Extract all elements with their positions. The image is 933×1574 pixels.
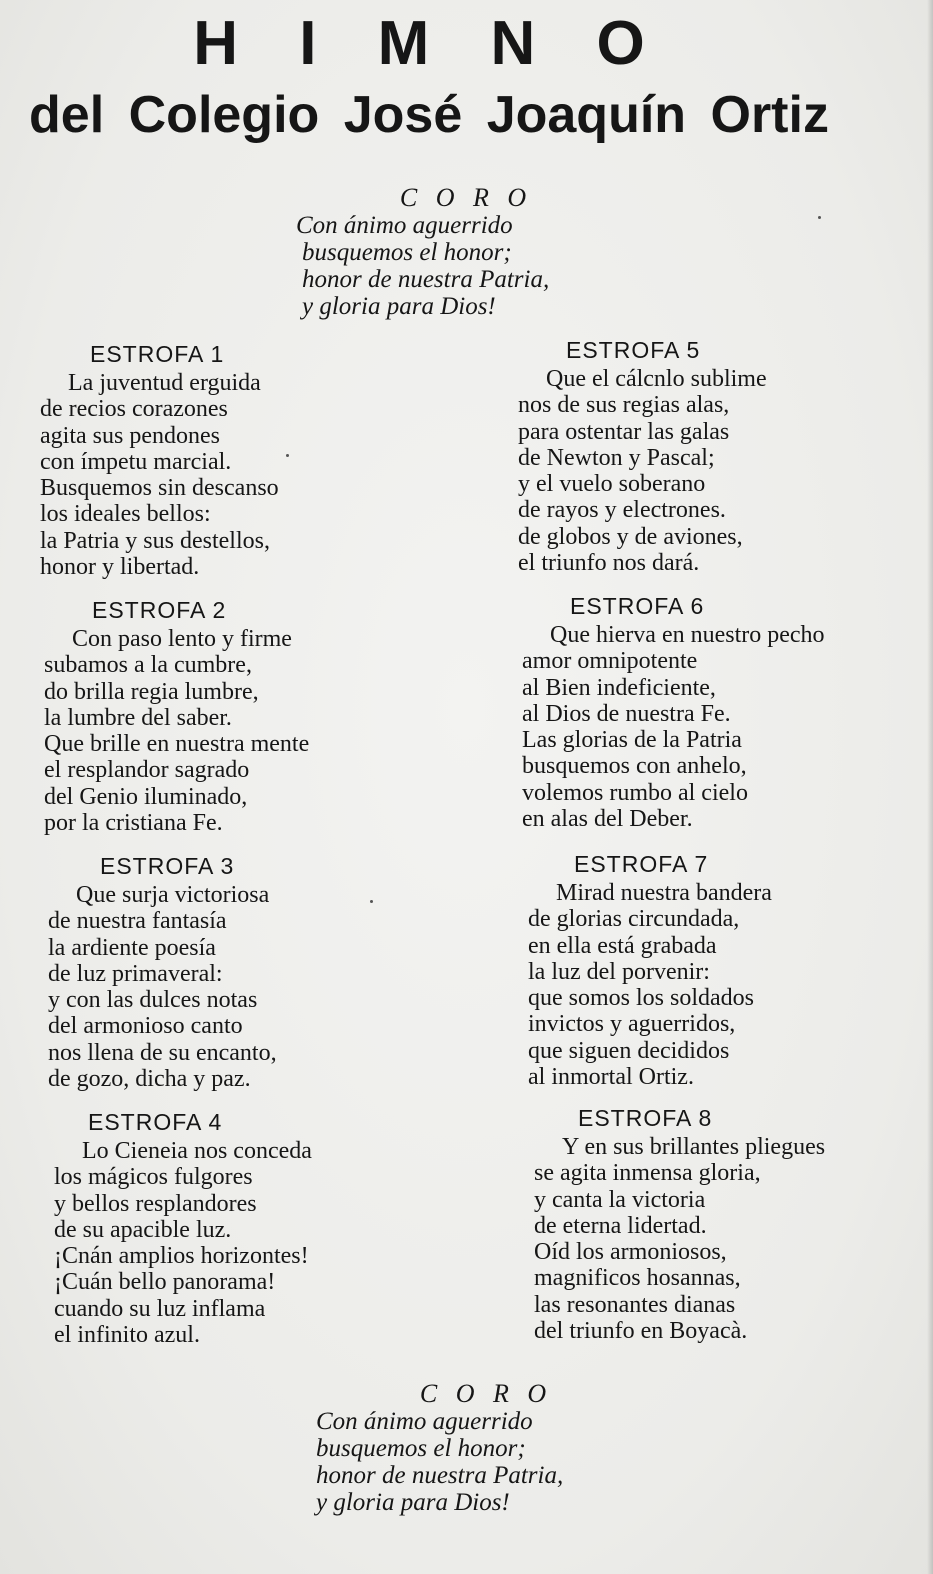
ink-speck (818, 216, 821, 219)
stanza-line: las resonantes dianas (534, 1291, 736, 1318)
stanza-line: Lo Cieneia nos conceda (82, 1138, 312, 1164)
stanza-line: Con paso lento y firme (72, 626, 292, 652)
stanza-heading: ESTROFA 6 (570, 593, 705, 619)
stanza-heading: ESTROFA 1 (90, 341, 225, 367)
page-edge-shadow (927, 0, 933, 1574)
stanza-line: Que brille en nuestra mente (44, 731, 310, 758)
stanza-line: Que hierva en nuestro pecho (550, 622, 825, 648)
coro-line: busquemos el honor; (316, 1435, 526, 1462)
stanza-line: busquemos con anhelo, (522, 753, 747, 780)
stanza-2 (44, 596, 464, 836)
stanza-heading: ESTROFA 7 (574, 851, 709, 877)
stanza-6 (522, 592, 930, 832)
stanza-line: de su apacible luz. (54, 1216, 232, 1243)
coro-bottom (316, 1380, 656, 1516)
stanza-line: de glorias circundada, (528, 906, 740, 933)
stanza-line: ¡Cuán bello panorama! (54, 1269, 276, 1296)
stanza-line: la ardiente poesía (48, 934, 216, 961)
stanza-line: la Patria y sus destellos, (40, 527, 270, 554)
stanza-line: nos llena de su encanto, (48, 1039, 277, 1066)
stanza-line: do brilla regia lumbre, (44, 678, 259, 705)
stanza-line: del triunfo en Boyacà. (534, 1318, 748, 1345)
stanza-3 (48, 852, 468, 1092)
stanza-heading: ESTROFA 2 (92, 597, 227, 623)
stanza-line: de nuestra fantasía (48, 908, 227, 935)
stanza-line: y canta la victoria (534, 1186, 706, 1213)
stanza-8 (534, 1104, 930, 1344)
stanza-4 (54, 1108, 474, 1348)
stanza-line: de eterna lidertad. (534, 1212, 707, 1239)
stanza-line: y el vuelo soberano (518, 471, 706, 498)
stanza-heading: ESTROFA 3 (100, 853, 235, 879)
stanza-line: Las glorias de la Patria (522, 727, 742, 754)
stanza-line: del Genio iluminado, (44, 783, 248, 810)
stanza-line: la luz del porvenir: (528, 958, 710, 985)
stanza-line: del armonioso canto (48, 1013, 243, 1040)
stanza-line: Que el cálcnlo sublime (546, 366, 767, 392)
coro-line: y gloria para Dios! (316, 1489, 510, 1516)
stanza-line: la lumbre del saber. (44, 704, 232, 731)
stanza-line: con ímpetu marcial. (40, 448, 232, 475)
coro-line: honor de nuestra Patria, (316, 1462, 564, 1489)
coro-top (296, 184, 636, 320)
stanza-line: Mirad nuestra bandera (556, 880, 772, 906)
stanza-line: Y en sus brillantes pliegues (562, 1134, 826, 1160)
coro-line: Con ánimo aguerrido (296, 212, 513, 239)
stanza-line: volemos rumbo al cielo (522, 779, 748, 806)
stanza-line: y con las dulces notas (48, 987, 258, 1014)
stanza-line: Oíd los armoniosos, (534, 1239, 727, 1266)
stanza-line: honor y libertad. (40, 554, 200, 581)
stanza-line: al Bien indeficiente, (522, 674, 716, 701)
stanza-heading: ESTROFA 8 (578, 1105, 713, 1131)
stanza-heading: ESTROFA 4 (88, 1109, 223, 1135)
coro-line: y gloria para Dios! (302, 293, 496, 320)
stanza-line: para ostentar las galas (518, 418, 730, 445)
stanza-5 (518, 336, 928, 576)
stanza-line: ¡Cnán amplios horizontes! (54, 1243, 309, 1270)
stanza-line: de globos y de aviones, (518, 523, 743, 550)
stanza-line: de gozo, dicha y paz. (48, 1066, 251, 1093)
stanza-line: amor omnipotente (522, 648, 698, 675)
stanza-line: que siguen decididos (528, 1037, 730, 1064)
coro-line: busquemos el honor; (302, 239, 512, 266)
stanza-line: nos de sus regias alas, (518, 392, 730, 419)
stanza-line: los ideales bellos: (40, 501, 211, 528)
stanza-line: de luz primaveral: (48, 960, 223, 987)
stanza-line: invictos y aguerridos, (528, 1011, 736, 1038)
stanza-line: subamos a la cumbre, (44, 652, 252, 679)
coro-heading: C O R O (399, 183, 533, 212)
stanza-line: magnificos hosannas, (534, 1265, 741, 1292)
stanza-line: La juventud erguida (68, 370, 261, 396)
stanza-heading: ESTROFA 5 (566, 337, 701, 363)
stanza-line: por la cristiana Fe. (44, 810, 223, 837)
ink-speck (370, 900, 373, 903)
stanza-line: Busquemos sin descanso (40, 475, 279, 502)
stanza-line: de Newton y Pascal; (518, 444, 715, 471)
stanza-line: el resplandor sagrado (44, 757, 250, 784)
coro-line: honor de nuestra Patria, (302, 266, 550, 293)
stanza-line: al inmortal Ortiz. (528, 1064, 694, 1091)
stanza-line: en ella está grabada (528, 932, 717, 959)
coro-heading: C O R O (419, 1379, 553, 1408)
stanza-line: cuando su luz inflama (54, 1295, 266, 1322)
stanza-line: Que surja victoriosa (76, 882, 270, 908)
stanza-line: al Dios de nuestra Fe. (522, 700, 731, 727)
stanza-7 (528, 850, 928, 1090)
ink-speck (286, 454, 289, 457)
coro-line: Con ánimo aguerrido (316, 1408, 533, 1435)
stanza-line: agita sus pendones (40, 422, 220, 449)
stanza-line: de rayos y electrones. (518, 497, 726, 524)
stanza-line: el infinito azul. (54, 1322, 200, 1349)
stanza-line: de recios corazones (40, 396, 228, 423)
stanza-1 (40, 340, 460, 580)
stanza-line: en alas del Deber. (522, 806, 693, 833)
hymn-subtitle: del Colegio José Joaquín Ortiz (29, 86, 829, 144)
stanza-line: que somos los soldados (528, 985, 755, 1012)
stanza-line: el triunfo nos dará. (518, 550, 700, 577)
stanza-line: los mágicos fulgores (54, 1164, 253, 1191)
hymn-title: H I M N O (193, 9, 667, 78)
stanza-line: y bellos resplandores (54, 1190, 257, 1217)
stanza-line: se agita inmensa gloria, (534, 1160, 761, 1187)
